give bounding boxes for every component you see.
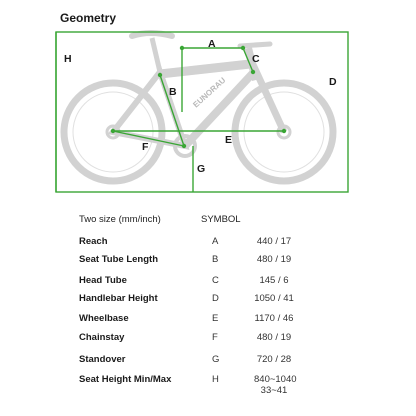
geometry-diagram	[0, 0, 416, 200]
table-row	[0, 236, 416, 250]
row-name: Handlebar Height	[79, 293, 158, 304]
table-row	[0, 254, 416, 268]
label-d: D	[329, 76, 337, 88]
row-value: 1170 / 46	[254, 313, 294, 324]
row-name: Seat Tube Length	[79, 254, 158, 265]
label-g: G	[197, 163, 206, 175]
label-a: A	[208, 38, 216, 50]
label-c: C	[252, 53, 260, 65]
table-row	[0, 275, 416, 289]
bike-brand-text: EUNORAU	[191, 75, 228, 110]
row-name: Seat Height Min/Max	[79, 374, 172, 385]
row-symbol: A	[212, 236, 219, 247]
row-value: 440 / 17	[256, 236, 292, 247]
row-name: Reach	[79, 236, 108, 247]
header-symbol: SYMBOL	[201, 214, 241, 225]
row-name: Standover	[79, 354, 126, 365]
row-value: 1050 / 41	[254, 293, 294, 304]
row-value: 720 / 28	[256, 354, 292, 365]
row-symbol: E	[212, 313, 219, 324]
row-symbol: G	[212, 354, 220, 365]
label-e: E	[225, 134, 233, 146]
row-symbol: C	[212, 275, 219, 286]
row-value: 145 / 6	[259, 275, 289, 286]
row-value: 480 / 19	[256, 254, 292, 265]
row-value: 480 / 19	[256, 332, 292, 343]
row-symbol: D	[212, 293, 219, 304]
table-row	[0, 313, 416, 327]
table-row	[0, 374, 416, 396]
table-row	[0, 354, 416, 368]
row-symbol: B	[212, 254, 219, 265]
row-name: Head Tube	[79, 275, 127, 286]
label-h: H	[64, 53, 72, 65]
row-name: Wheelbase	[79, 313, 129, 324]
row-symbol: F	[212, 332, 218, 343]
label-b: B	[169, 86, 177, 98]
page-title: Geometry	[60, 11, 117, 25]
label-f: F	[142, 141, 149, 153]
row-value: 840~1040	[254, 374, 297, 385]
row-value-secondary: 33~41	[260, 385, 288, 396]
table-row	[0, 293, 416, 307]
row-name: Chainstay	[79, 332, 125, 343]
row-symbol: H	[212, 374, 219, 385]
header-size: Two size (mm/inch)	[79, 214, 161, 225]
table-row	[0, 332, 416, 346]
